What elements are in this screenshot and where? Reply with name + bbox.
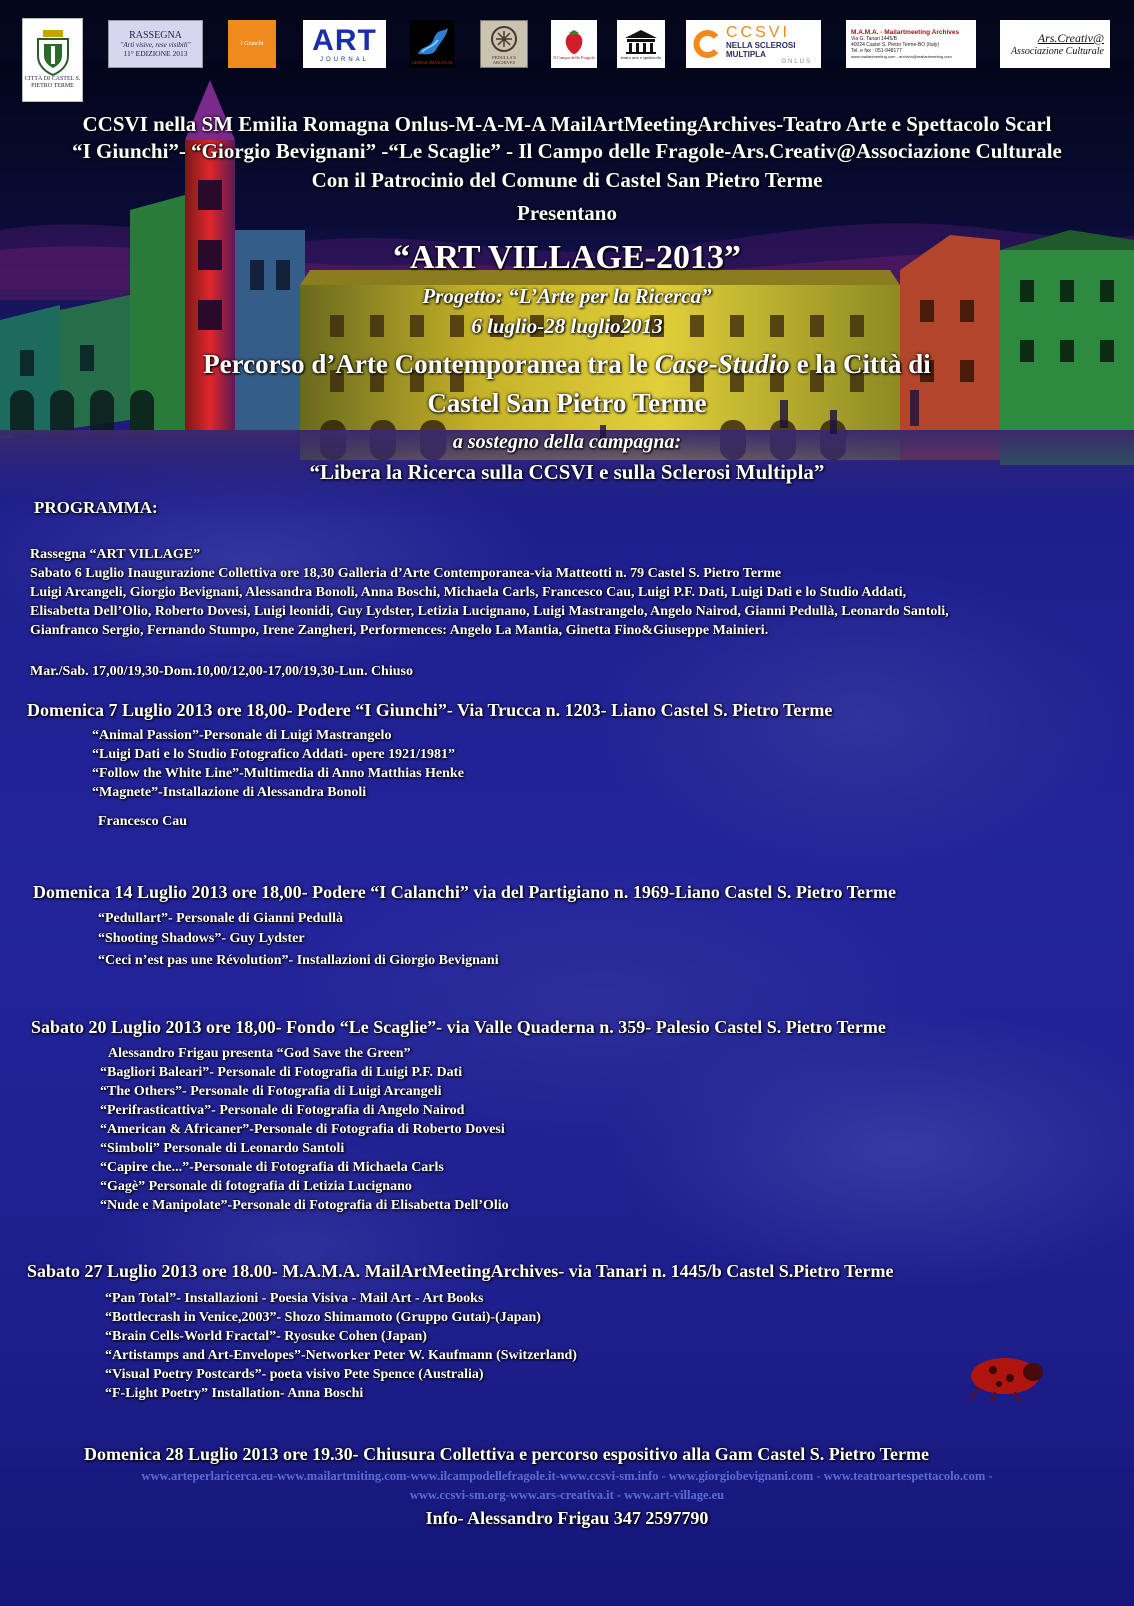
patrocinio-line: Con il Patrocinio del Comune di Castel San Pietro Terme — [311, 168, 823, 192]
header-line-1: CCSVI nella SM Emilia Romagna Onlus-M-A-M-A MailArtMeetingArchives-Teatro Arte e Spettacolo Scarl — [82, 112, 1052, 136]
programma-heading: PROGRAMMA: — [34, 498, 158, 517]
rassegna-line-3: Luigi Arcangeli, Giorgio Bevignani, Alessandra Bonoli, Anna Boschi, Michaela Carls, Francesco Cau, Luigi P.F. Dati, Luigi Dati e lo Studio Addati, — [30, 585, 907, 600]
event-item: “Shooting Shadows”- Guy Lydster — [98, 931, 305, 946]
art-journal-logo-word: ART — [312, 24, 377, 57]
percorso-text-b: e la Città di — [789, 349, 931, 379]
percorso-emphasis: Case-Studio — [654, 349, 790, 379]
progetto-subtitle: Progetto: “L’Arte per la Ricerca” — [422, 284, 712, 308]
event-item: “F-Light Poetry” Installation- Anna Boschi — [105, 1386, 364, 1401]
ccsvi-logo-onlus: ONLUS — [781, 58, 812, 65]
rassegna-logo-motto: "Arti visive, rese visibili" — [120, 41, 191, 49]
event-intro: Alessandro Frigau presenta “God Save the Green” — [108, 1046, 411, 1061]
ccsvi-logo-sub: NELLA SCLEROSI MULTIPLA — [726, 40, 796, 59]
teatro-logo-text: teatro arte e spettacolo — [620, 54, 662, 60]
event-item: Francesco Cau — [98, 814, 188, 829]
event-heading: Sabato 27 Luglio 2013 ore 18.00- M.A.M.A. MailArtMeetingArchives- via Tanari n. 1445/b Castel S.Pietro Terme — [27, 1261, 894, 1281]
event-item: “Capire che...”-Personale di Fotografia di Michaela Carls — [100, 1160, 444, 1175]
ccsvi-logo — [686, 20, 821, 68]
percorso-line-2: Castel San Pietro Terme — [427, 388, 707, 418]
mama-logo-phone: Tel. e fax : 051-948177 — [851, 48, 902, 54]
bevignani-logo — [410, 20, 454, 68]
ars-creativa-logo-sub: Associazione Culturale — [1010, 46, 1104, 57]
event-item: “Bagliori Baleari”- Personale di Fotografia di Luigi P.F. Dati — [100, 1065, 463, 1080]
mama-logo-title: M.A.M.A. - Mailartmeeting Archives — [851, 29, 960, 36]
event-item: “The Others”- Personale di Fotografia di Luigi Arcangeli — [100, 1084, 442, 1099]
event-title: “ART VILLAGE-2013” — [392, 239, 741, 276]
pedulla-logo — [480, 20, 528, 68]
event-item: “Perifrasticattiva”- Personale di Fotografia di Angelo Nairod — [100, 1103, 465, 1118]
event-item: “Brain Cells-World Fractal”- Ryosuke Cohen (Japan) — [105, 1329, 427, 1344]
event-item: “Nude e Manipolate”-Personale di Fotografia di Elisabetta Dell’Olio — [100, 1198, 509, 1213]
pedulla-logo-text: PEDULLA'S ARCHIVES — [492, 55, 516, 65]
event-heading: Sabato 20 Luglio 2013 ore 18,00- Fondo “Le Scaglie”- via Valle Quaderna n. 359- Palesio Castel S. Pietro Terme — [31, 1017, 886, 1037]
percorso-text-a: Percorso d’Arte Contemporanea tra le — [203, 349, 655, 379]
event-item: “Simboli” Personale di Leonardo Santoli — [100, 1141, 345, 1156]
art-journal-logo — [303, 20, 386, 68]
campagna-line: “Libera la Ricerca sulla CCSVI e sulla Sclerosi Multipla” — [309, 460, 825, 484]
orange-logo-text: I Giunchi — [240, 41, 264, 47]
comune-logo-text: CITTÀ DI CASTEL S. PIETRO TERME — [24, 76, 81, 89]
event-heading: Domenica 7 Luglio 2013 ore 18,00- Podere “I Giunchi”- Via Trucca n. 1203- Liano Castel S. Pietro Terme — [27, 700, 833, 720]
ccsvi-c-icon — [692, 29, 722, 59]
ladybug-icon — [955, 1348, 1055, 1404]
info-contact: Info- Alessandro Frigau 347 2597790 — [425, 1508, 709, 1528]
rassegna-line-5: Gianfranco Sergio, Fernando Stumpo, Irene Zangheri, Performences: Angelo La Mantia, Ginetta Fino&Giuseppe Mainieri. — [30, 623, 769, 638]
event-item: “Ceci n’est pas une Révolution”- Installazioni di Giorgio Bevignani — [98, 953, 499, 968]
crest-icon — [34, 30, 72, 76]
theatre-icon — [623, 29, 659, 55]
event-item: “Gagè” Personale di fotografia di Letizia Lucignano — [100, 1179, 412, 1194]
event-item: “Animal Passion”-Personale di Luigi Mastrangelo — [92, 728, 392, 743]
orari-line: Mar./Sab. 17,00/19,30-Dom.10,00/12,00-17,00/19,30-Lun. Chiuso — [30, 664, 413, 679]
ccsvi-logo-word: CCSVI — [726, 23, 790, 41]
sculpture-icon — [412, 24, 452, 60]
archive-emblem-icon — [487, 23, 521, 55]
ars-creativa-logo — [1000, 20, 1110, 68]
orange-logo — [228, 20, 276, 68]
rassegna-line-2: Sabato 6 Luglio Inaugurazione Collettiva ore 18,30 Galleria d’Arte Contemporanea-via Matteotti n. 79 Castel S. Pietro Terme — [30, 566, 782, 581]
teatro-logo — [617, 20, 665, 68]
event-item: “Pan Total”- Installazioni - Poesia Visiva - Mail Art - Art Books — [105, 1291, 484, 1306]
websites-line-2[interactable]: www.ccsvi-sm.org-www.ars-creativa.it - www.art-village.eu — [409, 1488, 725, 1502]
event-item: “Visual Poetry Postcards”- poeta visivo Pete Spence (Australia) — [105, 1367, 484, 1382]
strawberry-icon — [563, 29, 585, 55]
presentano-line: Presentano — [517, 201, 617, 225]
percorso-line-1 — [0, 349, 1134, 380]
ars-creativa-logo-title: Ars.Creativ@ — [1037, 31, 1104, 45]
event-item: “Follow the White Line”-Multimedia di Anno Matthias Henke — [92, 766, 464, 781]
fragole-logo-text: Il Campo delle Fragole — [553, 54, 595, 60]
fragole-logo — [551, 20, 597, 68]
event-heading: Domenica 14 Luglio 2013 ore 18,00- Podere “I Calanchi” via del Partigiano n. 1969-Liano Castel S. Pietro Terme — [33, 882, 896, 902]
rassegna-line-1: Rassegna “ART VILLAGE” — [30, 547, 201, 562]
event-item: “American & Africaner”-Personale di Fotografia di Roberto Dovesi — [100, 1122, 505, 1137]
rassegna-logo-title: RASSEGNA — [129, 30, 182, 41]
rassegna-line-4: Elisabetta Dell’Olio, Roberto Dovesi, Luigi leonidi, Guy Lydster, Letizia Lucignano, Luigi Mastrangelo, Angelo Nairod, Gianni Pedullà, Leonardo Santoli, — [30, 604, 949, 619]
bevignani-logo-text: GIORGIO BEVIGNANI — [411, 59, 453, 65]
event-item: “Bottlecrash in Venice,2003”- Shozo Shimamoto (Gruppo Gutai)-(Japan) — [105, 1310, 541, 1325]
sostegno-line: a sostegno della campagna: — [452, 431, 682, 453]
mama-logo-city: 40024 Castel S. Pietro Terme-BO (Italy) — [851, 42, 939, 48]
rassegna-logo-edition: 11° EDIZIONE 2013 — [123, 49, 188, 58]
event-item: “Pedullart”- Personale di Gianni Pedullà — [98, 911, 344, 926]
mama-logo-address: Via G. Tanari 1445/B — [851, 36, 897, 42]
event-item: “Magnete”-Installazione di Alessandra Bonoli — [92, 785, 367, 800]
header-line-2: “I Giunchi”- “Giorgio Bevignani” -“Le Scaglie” - Il Campo delle Fragole-Ars.Creativ@Associazione Culturale — [72, 139, 1062, 163]
mama-logo-web: www.mailartmeeting.com - archivio@mailartmeeting.com — [851, 54, 952, 59]
event-item: “Luigi Dati e lo Studio Fotografico Addati- opere 1921/1981” — [92, 747, 455, 762]
event-item: “Artistamps and Art-Envelopes”-Networker Peter W. Kaufmann (Switzerland) — [105, 1348, 577, 1363]
websites-line-1[interactable]: www.arteperlaricerca.eu-www.mailartmiting.com-www.ilcampodellefragole.it-www.ccsvi-sm.info - www.giorgiobevignani.com - www.teatroartespettacolo.com - — [141, 1469, 993, 1483]
event-dates: 6 luglio-28 luglio2013 — [471, 314, 663, 338]
comune-logo — [22, 18, 83, 102]
art-journal-logo-sub: JOURNAL — [319, 57, 369, 63]
closing-event: Domenica 28 Luglio 2013 ore 19.30- Chiusura Collettiva e percorso espositivo alla Gam Castel S. Pietro Terme — [84, 1444, 929, 1464]
mama-logo — [846, 20, 976, 68]
rassegna-logo — [108, 20, 203, 68]
